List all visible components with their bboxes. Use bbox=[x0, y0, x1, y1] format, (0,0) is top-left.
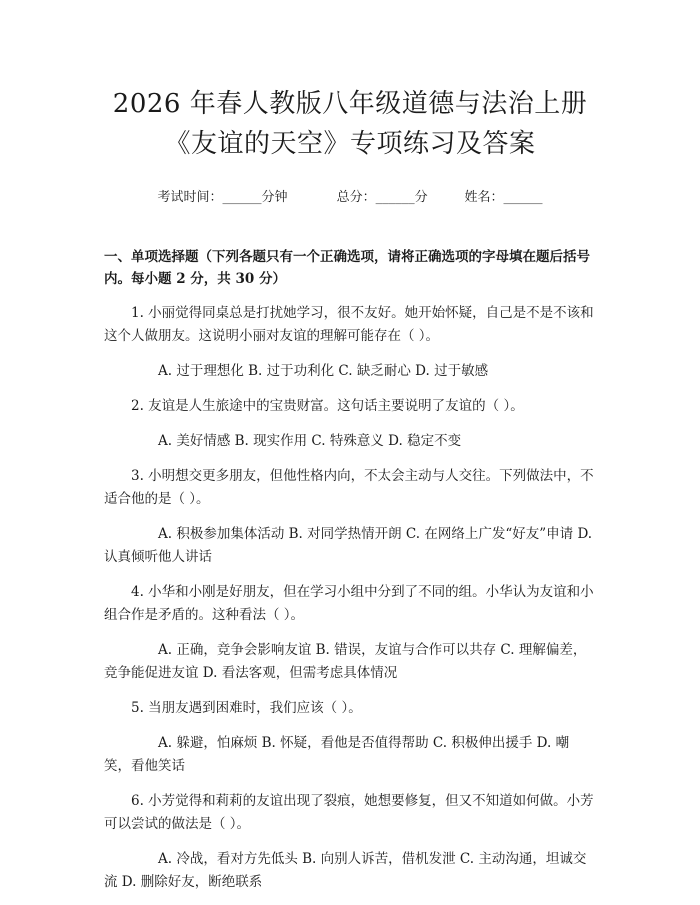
question-options: A. 正确，竞争会影响友谊 B. 错误，友谊与合作可以共存 C. 理解偏差，竞争能促进友谊 D. 看法客观，但需考虑具体情况 bbox=[104, 642, 587, 681]
total-score: 总分：______分 bbox=[336, 190, 428, 205]
question-options: A. 过于理想化 B. 过于功利化 C. 缺乏耐心 D. 过于敏感 bbox=[158, 363, 489, 379]
document-title: 2026 年春人教版八年级道德与法治上册《友谊的天空》专项练习及答案 bbox=[112, 89, 588, 159]
question-stem: 2. 友谊是人生旅途中的宝贵财富。这句话主要说明了友谊的（ ）。 bbox=[131, 398, 524, 414]
exam-time: 考试时间：______分钟 bbox=[157, 190, 288, 205]
question-stem: 5. 当朋友遇到困难时，我们应该（ ）。 bbox=[131, 700, 362, 716]
exam-meta bbox=[104, 188, 596, 208]
student-name: 姓名：______ bbox=[464, 190, 543, 205]
question-options: A. 积极参加集体活动 B. 对同学热情开朗 C. 在网络上广发“好友”申请 D. 认真倾听他人讲话 bbox=[104, 526, 593, 565]
question-options: A. 躲避，怕麻烦 B. 怀疑，看他是否值得帮助 C. 积极伸出援手 D. 嘲笑，看他笑话 bbox=[104, 735, 570, 774]
question-stem: 4. 小华和小刚是好朋友，但在学习小组中分到了不同的组。小华认为友谊和小组合作是矛盾的。这种看法（ ）。 bbox=[104, 584, 594, 623]
question-stem: 1. 小丽觉得同桌总是打扰她学习，很不友好。她开始怀疑，自己是不是不该和这个人做朋友。这说明小丽对友谊的理解可能存在（ ）。 bbox=[104, 305, 594, 344]
question-stem: 3. 小明想交更多朋友，但他性格内向，不太会主动与人交往。下列做法中，不适合他的是（ ）。 bbox=[104, 468, 594, 507]
question-stem: 6. 小芳觉得和莉莉的友谊出现了裂痕，她想要修复，但又不知道如何做。小芳可以尝试的做法是（ ）。 bbox=[104, 793, 594, 832]
section-heading: 一、单项选择题（下列各题只有一个正确选项，请将正确选项的字母填在题后括号内。每小题 2 分，共 30 分） bbox=[104, 249, 590, 287]
question-options: A. 美好情感 B. 现实作用 C. 特殊意义 D. 稳定不变 bbox=[158, 433, 462, 449]
question-options: A. 冷战，看对方先低头 B. 向别人诉苦，借机发泄 C. 主动沟通，坦诚交流 D. 删除好友，断绝联系 bbox=[104, 851, 587, 890]
